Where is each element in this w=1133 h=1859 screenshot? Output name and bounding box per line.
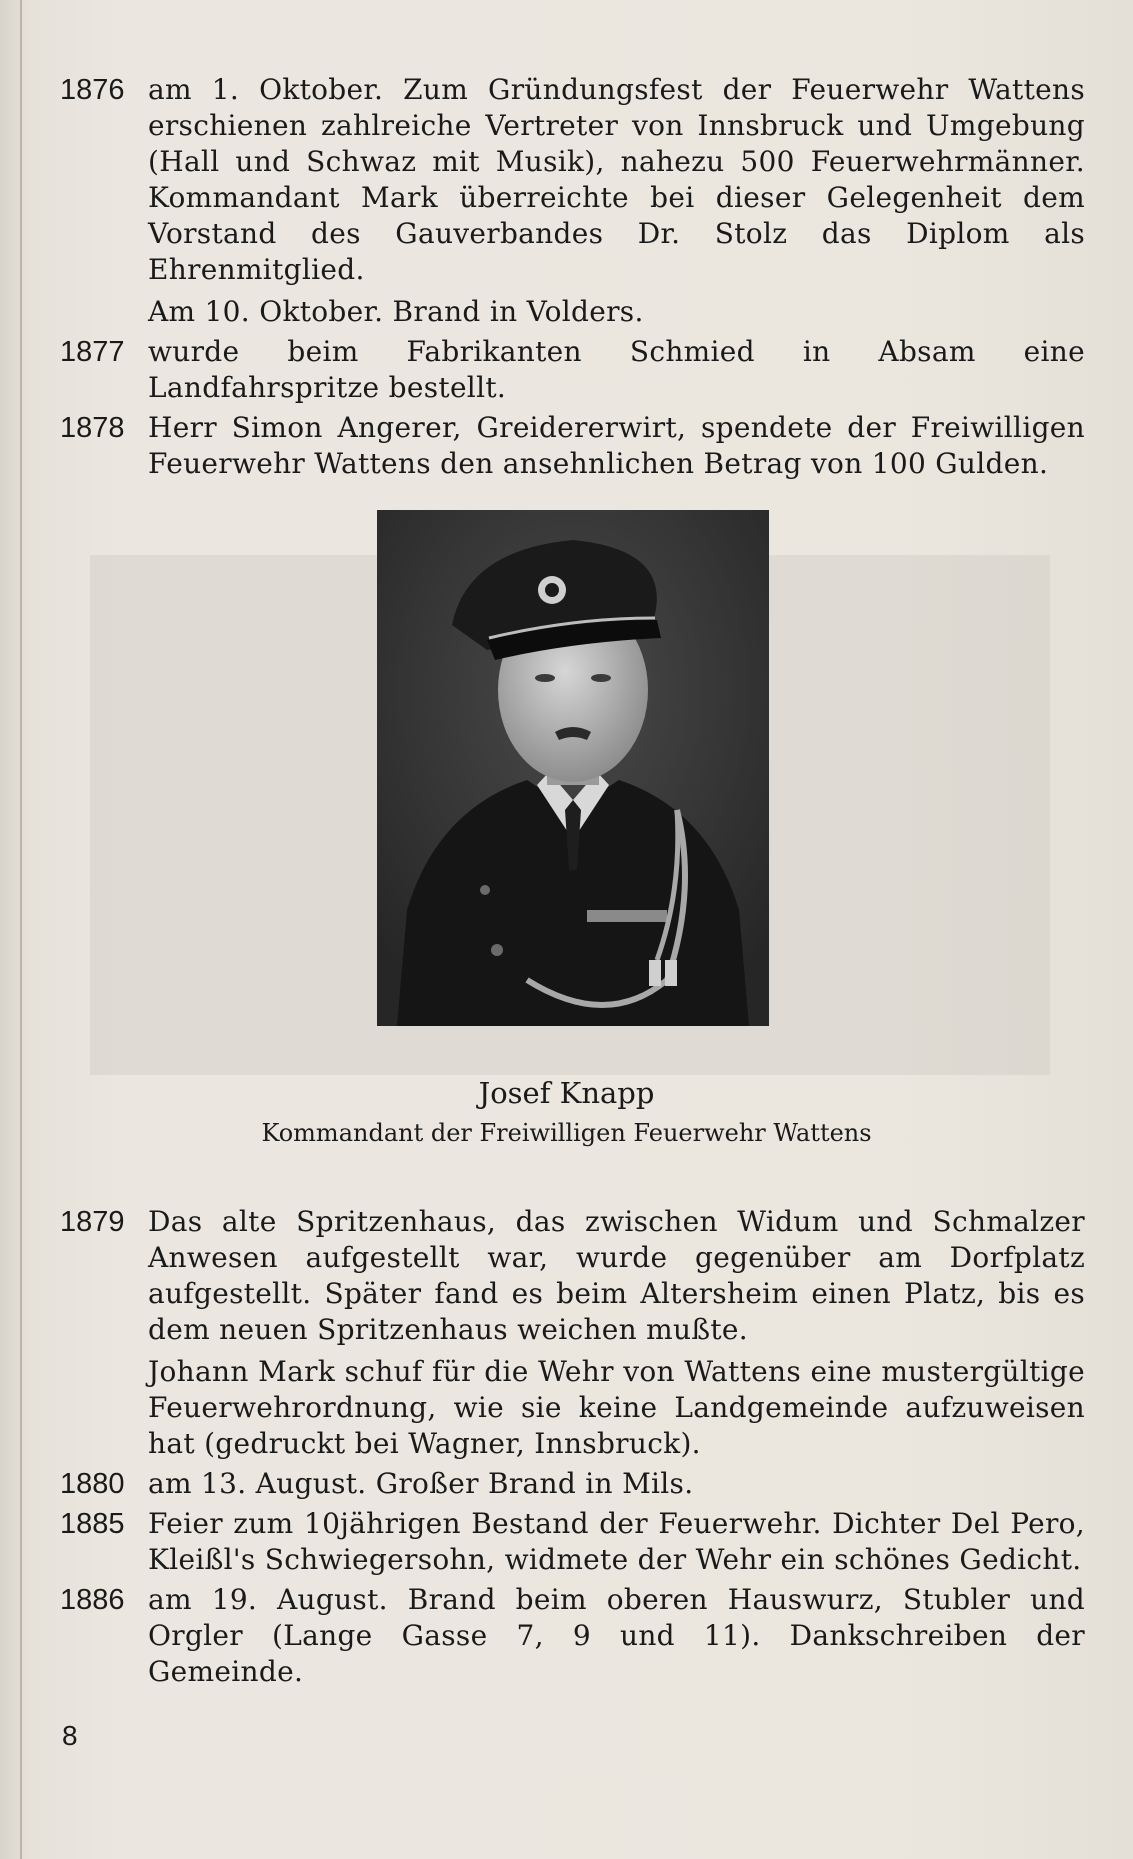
entry-paragraph: Feier zum 10jährigen Bestand der Feuerwehr. Dichter Del Pero, Kleißl's Schwiegersohn, widmete der Wehr ein schönes Gedicht. — [148, 1507, 1085, 1576]
entry-year: 1877 — [60, 336, 125, 368]
chronicle-top — [60, 72, 1085, 482]
portrait-photo — [377, 510, 769, 1026]
chronicle-entry — [60, 1506, 1085, 1578]
page-number: 8 — [62, 1720, 78, 1751]
chronicle-entry — [60, 410, 1085, 482]
entry-paragraph: am 19. August. Brand beim oberen Hauswurz, Stubler und Orgler (Lange Gasse 7, 9 und 11). Dankschreiben der Gemeinde. — [148, 1583, 1085, 1688]
chronicle-entry — [60, 1582, 1085, 1690]
entry-paragraph: wurde beim Fabrikanten Schmied in Absam eine Landfahrspritze bestellt. — [148, 335, 1085, 404]
entry-text — [148, 1204, 1085, 1462]
entry-year: 1886 — [60, 1584, 125, 1616]
portrait-photo-icon — [377, 510, 769, 1026]
entry-paragraph: Am 10. Oktober. Brand in Volders. — [148, 295, 644, 328]
entry-paragraph: Herr Simon Angerer, Greidererwirt, spendete der Freiwilligen Feuerwehr Wattens den ansehnlichen Betrag von 100 Gulden. — [148, 411, 1085, 480]
chronicle-entry — [60, 334, 1085, 406]
entry-year: 1878 — [60, 412, 125, 444]
photo-caption-title: Kommandant der Freiwilligen Feuerwehr Wattens — [261, 1119, 872, 1147]
entry-paragraph: Johann Mark schuf für die Wehr von Wattens eine mustergültige Feuerwehrordnung, wie sie keine Landgemeinde aufzuweisen hat (gedruckt bei Wagner, Innsbruck). — [148, 1355, 1085, 1460]
entry-text — [148, 72, 1085, 330]
entry-year: 1876 — [60, 74, 125, 106]
entry-year: 1879 — [60, 1206, 125, 1238]
entry-paragraph: am 13. August. Großer Brand in Mils. — [148, 1467, 694, 1500]
chronicle-entry — [60, 1204, 1085, 1462]
entry-year: 1885 — [60, 1508, 125, 1540]
entry-year: 1880 — [60, 1468, 125, 1500]
chronicle-bottom — [60, 1204, 1085, 1690]
page-spine-edge — [20, 0, 22, 1859]
entry-paragraph: Das alte Spritzenhaus, das zwischen Widum und Schmalzer Anwesen aufgestellt war, wurde gegenüber am Dorfplatz aufgestellt. Später fand es beim Altersheim einen Platz, bis es dem neuen Spritzenhaus weichen mußte. — [148, 1205, 1085, 1346]
chronicle-entry — [60, 72, 1085, 330]
chronicle-entry — [60, 1466, 1085, 1502]
entry-text — [148, 410, 1085, 482]
entry-paragraph: am 1. Oktober. Zum Gründungsfest der Feuerwehr Wattens erschienen zahlreiche Vertreter von Innsbruck und Umgebung (Hall und Schwaz mit Musik), nahezu 500 Feuerwehrmänner. Kommandant Mark überreichte bei dieser Gelegenheit dem Vorstand des Gauverbandes Dr. Stolz das Diplom als Ehrenmitglied. — [148, 73, 1085, 286]
entry-text — [148, 1506, 1085, 1578]
photo-caption-name: Josef Knapp — [478, 1076, 655, 1110]
entry-text — [148, 1466, 1085, 1502]
entry-text — [148, 334, 1085, 406]
entry-text — [148, 1582, 1085, 1690]
